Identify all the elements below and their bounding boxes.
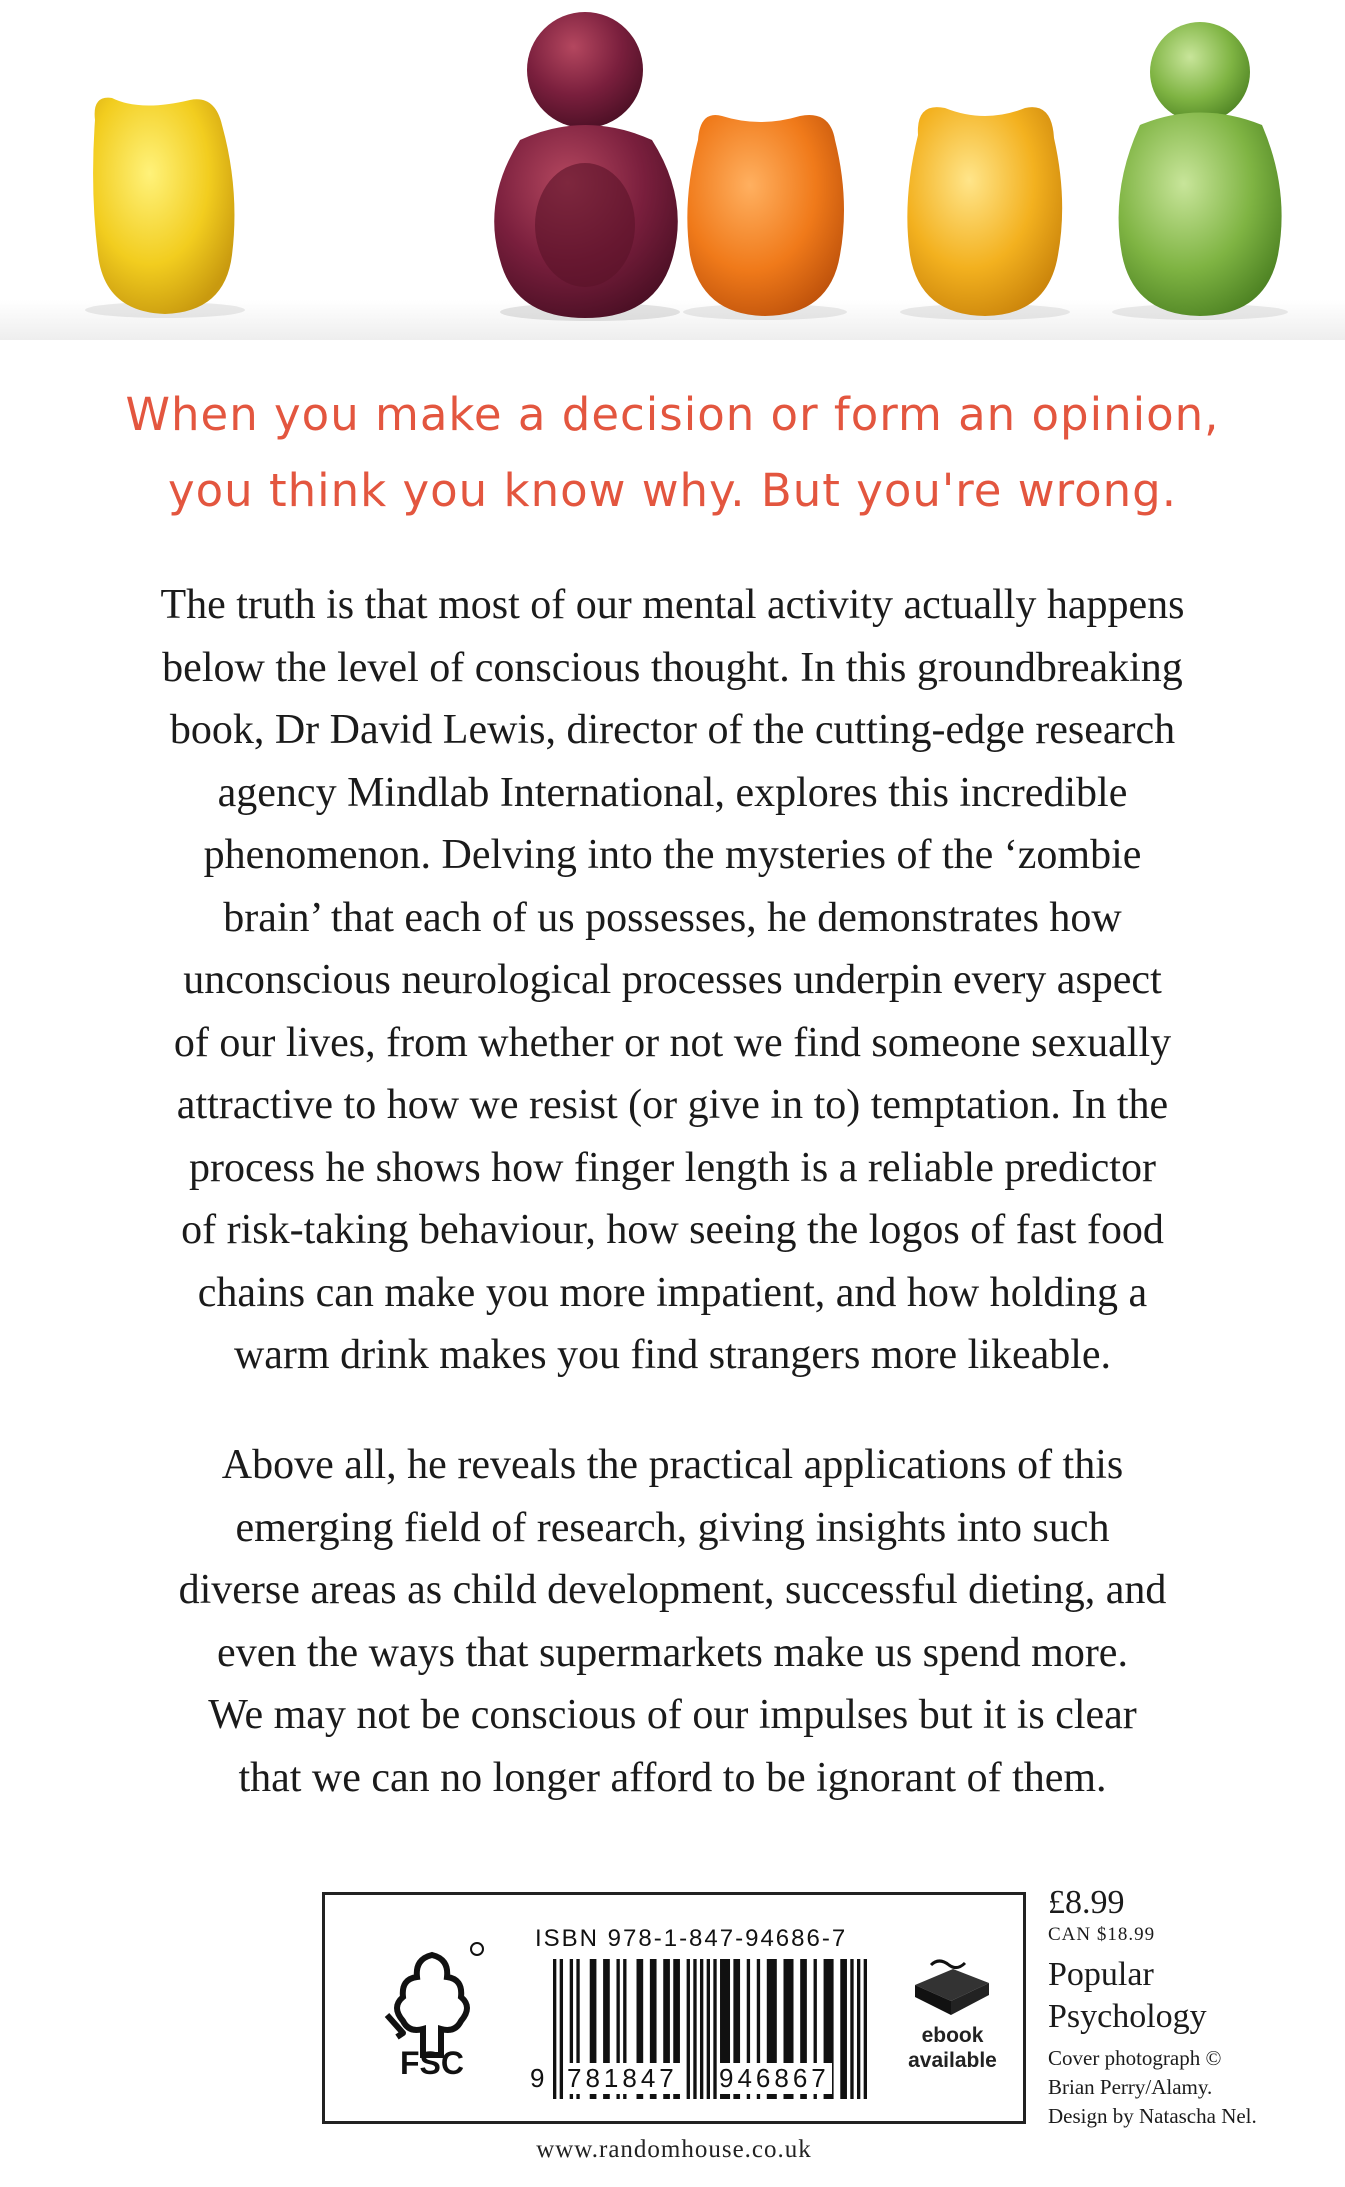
barcode-bar (700, 1959, 703, 2099)
barcode-bar (693, 1959, 696, 2099)
jelly-baby-icon (85, 98, 245, 318)
blurb-line: attractive to how we resist (or give in to) temptation. In the (176, 1082, 1169, 1128)
blurb-line: We may not be conscious of our impulses but it is clear (208, 1692, 1137, 1738)
ebook-available-label (895, 2023, 1010, 2073)
ebook-reader-icon (909, 1955, 995, 2021)
isbn-text: ISBN 978-1-847-94686-7 (535, 1925, 848, 1952)
barcode-panel (322, 1892, 1026, 2124)
ean-first-digit: 9 (530, 2063, 545, 2093)
blurb-line: of risk-taking behaviour, how seeing the logos of fast food (181, 1207, 1164, 1253)
ebook-label-line-2: available (908, 2049, 997, 2072)
barcode-bar (707, 1959, 710, 2099)
barcode-bar (857, 1959, 860, 2099)
category-line: Popular (1048, 1956, 1154, 1993)
credit-line: Design by Natascha Nel. (1048, 2104, 1257, 2128)
credit-line: Brian Perry/Alamy. (1048, 2075, 1213, 2099)
blurb-line: Above all, he reveals the practical applications of this (221, 1442, 1124, 1488)
blurb-line: book, Dr David Lewis, director of the cutting-edge research (169, 707, 1176, 753)
blurb-line: process he shows how finger length is a reliable predictor (189, 1144, 1156, 1191)
jelly-baby-icon (1112, 22, 1288, 320)
price-uk: £8.99 (1048, 1884, 1125, 1921)
blurb-line: that we can no longer afford to be ignorant of them. (238, 1754, 1107, 1801)
blurb-line: even the ways that supermarkets make us spend more. (217, 1629, 1128, 1676)
ean-group-1: 781847 (567, 2063, 678, 2093)
price-and-credits (1048, 1884, 1338, 2131)
barcode-bar (840, 1959, 847, 2099)
jelly-baby-icon (494, 12, 680, 321)
blurb-line: unconscious neurological processes underpin every aspect (183, 957, 1162, 1003)
blurb-line: diverse areas as child development, successful dieting, and (178, 1567, 1167, 1613)
tagline-line-2: you think you know why. But you're wrong. (167, 464, 1178, 517)
blurb-line: phenomenon. Delving into the mysteries of the ‘zombie (203, 832, 1142, 878)
blurb-line: warm drink makes you find strangers more likeable. (233, 1332, 1112, 1378)
blurb-line: chains can make you more impatient, and how holding a (197, 1269, 1148, 1316)
cover-credits (1048, 2044, 1338, 2131)
publisher-website-link[interactable]: www.randomhouse.co.uk (536, 2136, 812, 2163)
barcode-bar (850, 1959, 853, 2099)
barcode-bar (687, 1959, 690, 2099)
barcode-bar (553, 1959, 556, 2099)
blurb-line: agency Mindlab International, explores this incredible (217, 769, 1128, 816)
blurb-line: The truth is that most of our mental activity actually happens (160, 582, 1185, 628)
jelly-babies-photo (0, 0, 1345, 340)
blurb-paragraph-2 (50, 1434, 1295, 1809)
blurb-line: emerging field of research, giving insights into such (235, 1504, 1110, 1551)
blurb-paragraph-1 (50, 574, 1295, 1387)
jelly-baby-icon (683, 115, 847, 320)
ean-group-2: 946867 (719, 2063, 830, 2093)
jelly-baby-icon (900, 107, 1070, 320)
barcode-bar (864, 1959, 867, 2099)
fsc-label: FSC (400, 2045, 464, 2081)
blurb-line: of our lives, from whether or not we find someone sexually (173, 1019, 1172, 1066)
ebook-label-line-1: ebook (921, 2024, 984, 2047)
price-can: CAN $18.99 (1048, 1924, 1156, 1945)
category-label (1048, 1954, 1338, 2038)
category-line: Psychology (1048, 1998, 1207, 2035)
barcode-bar (560, 1959, 563, 2099)
tagline-line-1: When you make a decision or form an opinion, (125, 388, 1220, 441)
blurb-line: brain’ that each of us possesses, he demonstrates how (223, 894, 1122, 941)
blurb-line: below the level of conscious thought. In this groundbreaking (162, 644, 1183, 691)
credit-line: Cover photograph © (1048, 2046, 1222, 2070)
